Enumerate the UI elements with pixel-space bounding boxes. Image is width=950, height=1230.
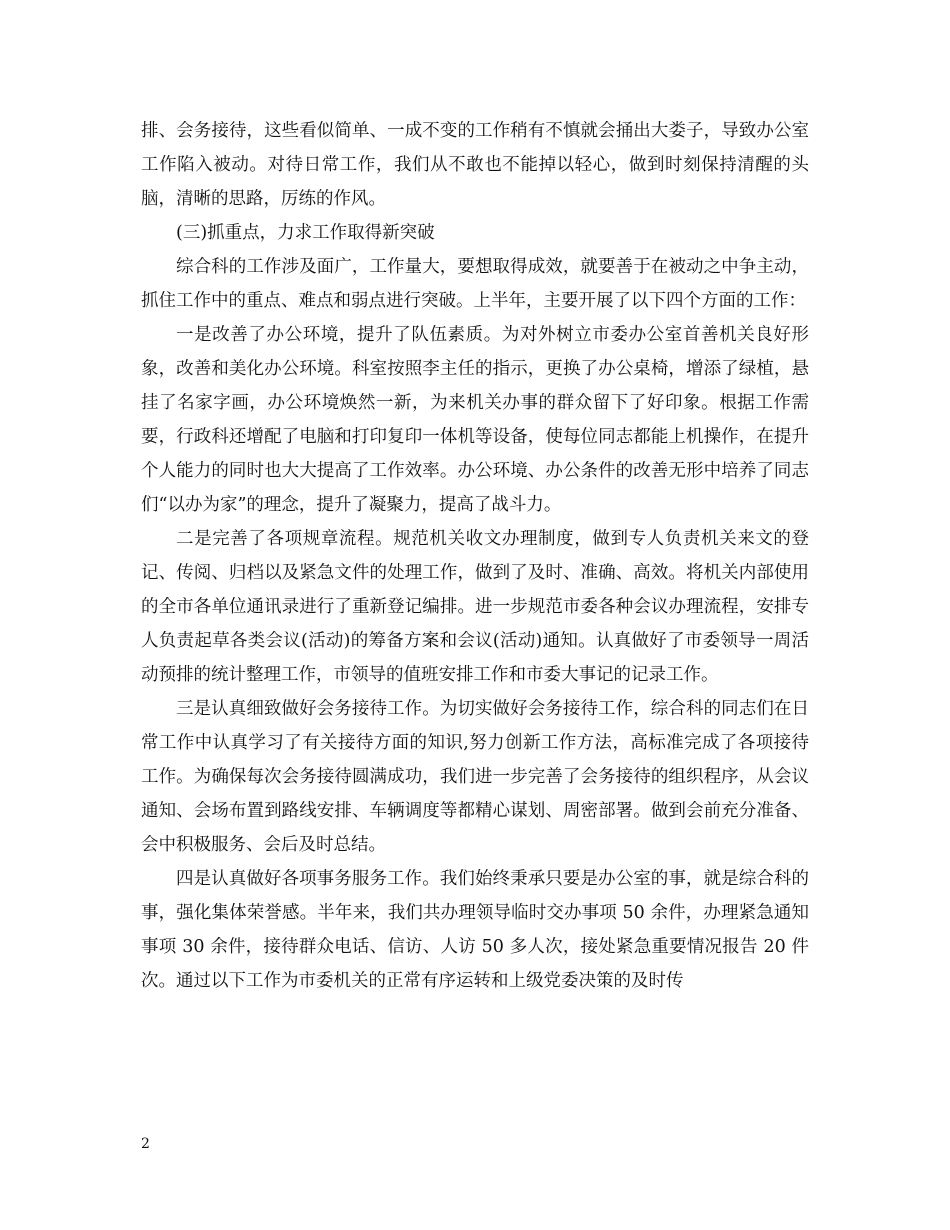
- paragraph-intro: 综合科的工作涉及面广，工作量大，要想取得成效，就要善于在被动之中争主动，抓住工作中的重点、难点和弱点进行突破。上半年，主要开展了以下四个方面的工作：: [141, 257, 809, 311]
- section-heading: (三)抓重点，力求工作取得新突破: [176, 223, 435, 243]
- page-number: 2: [141, 1136, 150, 1152]
- document-body: [141, 114, 809, 998]
- paragraph-item-4: 四是认真做好各项事务服务工作。我们始终秉承只要是办公室的事，就是综合科的事，强化集体荣誉感。半年来，我们共办理领导临时交办事项 50 余件，办理紧急通知事项 30 余件，接待群众电话、信访、人访 50 多人次，接处紧急重要情况报告 20 件次。通过以下工作为市委机关的正常有序运转和上级党委决策的及时传: [141, 869, 809, 991]
- paragraph-item-3: 三是认真细致做好会务接待工作。为切实做好会务接待工作，综合科的同志们在日常工作中认真学习了有关接待方面的知识,努力创新工作方法，高标准完成了各项接待工作。为确保每次会务接待圆满成功，我们进一步完善了会务接待的组织程序，从会议通知、会场布置到路线安排、车辆调度等都精心谋划、周密部署。做到会前充分准备、会中积极服务、会后及时总结。: [141, 699, 809, 855]
- paragraph-continuation: 排、会务接待，这些看似简单、一成不变的工作稍有不慎就会捅出大娄子，导致办公室工作陷入被动。对待日常工作，我们从不敢也不能掉以轻心，做到时刻保持清醒的头脑，清晰的思路，厉练的作风。: [141, 121, 809, 209]
- paragraph-item-1: 一是改善了办公环境，提升了队伍素质。为对外树立市委办公室首善机关良好形象，改善和美化办公环境。科室按照李主任的指示，更换了办公桌椅，增添了绿植，悬挂了名家字画，办公环境焕然一新，为来机关办事的群众留下了好印象。根据工作需要，行政科还增配了电脑和打印复印一体机等设备，使每位同志都能上机操作，在提升个人能力的同时也大大提高了工作效率。办公环境、办公条件的改善无形中培养了同志们“以办为家”的理念，提升了凝聚力，提高了战斗力。: [141, 325, 809, 515]
- paragraph-item-2: 二是完善了各项规章流程。规范机关收文办理制度，做到专人负责机关来文的登记、传阅、归档以及紧急文件的处理工作，做到了及时、准确、高效。将机关内部使用的全市各单位通讯录进行了重新登记编排。进一步规范市委各种会议办理流程，安排专人负责起草各类会议(活动)的筹备方案和会议(活动)通知。认真做好了市委领导一周活动预排的统计整理工作，市领导的值班安排工作和市委大事记的记录工作。: [141, 529, 809, 685]
